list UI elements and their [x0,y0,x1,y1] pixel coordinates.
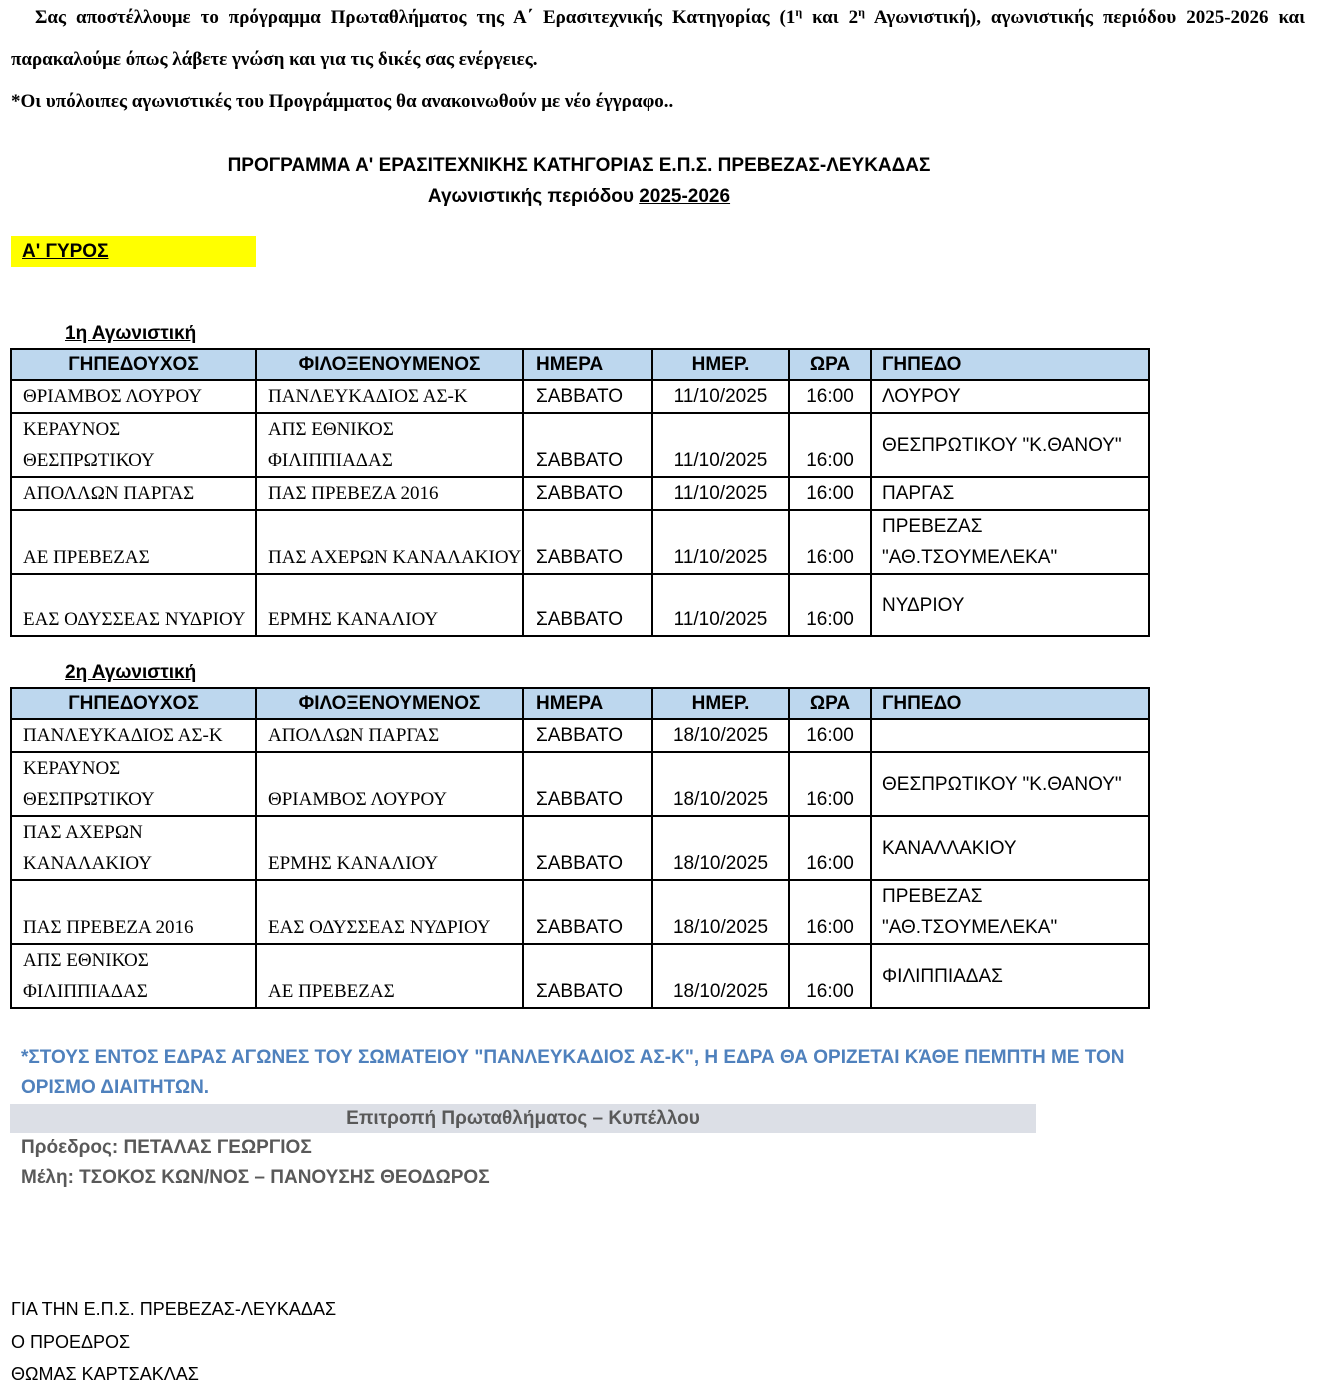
venue: ΝΥΔΡΙΟΥ [871,574,1149,636]
match-time: 16:00 [789,880,871,944]
home-team: ΘΡΙΑΜΒΟΣ ΛΟΥΡΟΥ [11,380,256,413]
home-team: ΑΠΣ ΕΘΝΙΚΟΣ ΦΙΛΙΠΠΙΑΔΑΣ [11,944,256,1008]
venue: ΠΑΡΓΑΣ [871,477,1149,510]
venue: ΘΕΣΠΡΩΤΙΚΟΥ "Κ.ΘΑΝΟΥ" [871,413,1149,477]
home-team: ΕΑΣ ΟΔΥΣΣΕΑΣ ΝΥΔΡΙΟΥ [11,574,256,636]
venue: ΛΟΥΡΟΥ [871,380,1149,413]
table-row [11,944,1149,1008]
match-day: ΣΑΒΒΑΤΟ [523,752,652,816]
column-header-day: ΗΜΕΡΑ [523,349,652,380]
home-team: ΑΠΟΛΛΩΝ ΠΑΡΓΑΣ [11,477,256,510]
column-header-time: ΩΡΑ [789,688,871,719]
table-row [11,880,1149,944]
match-time: 16:00 [789,944,871,1008]
match-time: 16:00 [789,574,871,636]
venue: ΦΙΛΙΠΠΙΑΔΑΣ [871,944,1149,1008]
column-header-away: ΦΙΛΟΞΕΝΟΥΜΕΝΟΣ [256,688,523,719]
match-date: 18/10/2025 [652,944,789,1008]
venue: ΠΡΕΒΕΖΑΣ "ΑΘ.ΤΣΟΥΜΕΛΕΚΑ" [871,510,1149,574]
intro-text [11,0,1305,123]
venue [871,719,1149,752]
schedule-table-matchday-2 [10,687,1150,1009]
match-time: 16:00 [789,413,871,477]
match-date: 11/10/2025 [652,380,789,413]
away-team: ΘΡΙΑΜΒΟΣ ΛΟΥΡΟΥ [256,752,523,816]
committee-title: Επιτροπή Πρωταθλήματος – Κυπέλλου [10,1104,1036,1133]
away-team: ΑΠΟΛΛΩΝ ΠΑΡΓΑΣ [256,719,523,752]
table-header-row [11,349,1149,380]
signature-name: ΘΩΜΑΣ ΚΑΡΤΣΑΚΛΑΣ [11,1364,199,1384]
home-team: ΚΕΡΑΥΝΟΣ ΘΕΣΠΡΩΤΙΚΟΥ [11,752,256,816]
superscript: η [795,5,803,19]
intro-paragraph [11,0,1305,81]
venue: ΚΑΝΑΛΛΑΚΙΟΥ [871,816,1149,880]
away-team: ΕΡΜΗΣ ΚΑΝΑΛΙΟΥ [256,574,523,636]
match-time: 16:00 [789,510,871,574]
home-team: ΑΕ ΠΡΕΒΕΖΑΣ [11,510,256,574]
table-row [11,752,1149,816]
signature-role: Ο ΠΡΟΕΔΡΟΣ [11,1332,131,1352]
column-header-date: ΗΜΕΡ. [652,349,789,380]
match-day: ΣΑΒΒΑΤΟ [523,413,652,477]
round-label [11,236,256,267]
column-header-away: ΦΙΛΟΞΕΝΟΥΜΕΝΟΣ [256,349,523,380]
match-date: 18/10/2025 [652,880,789,944]
matchday-label: 2η Αγωνιστική [65,662,197,683]
match-time: 16:00 [789,719,871,752]
venue: ΠΡΕΒΕΖΑΣ "ΑΘ.ΤΣΟΥΜΕΛΕΚΑ" [871,880,1149,944]
column-header-venue: ΓΗΠΕΔΟ [871,688,1149,719]
intro-text-part: Αγωνιστική), αγωνιστικής περιόδου 2025-2026 και παρακαλούμε όπως λάβετε γνώση και για τις δικές σας ενέργειες. [11,7,1305,70]
match-day: ΣΑΒΒΑΤΟ [523,380,652,413]
away-team: ΑΠΣ ΕΘΝΙΚΟΣ ΦΙΛΙΠΠΙΑΔΑΣ [256,413,523,477]
season-value: 2025-2026 [639,186,731,207]
match-date: 18/10/2025 [652,719,789,752]
match-day: ΣΑΒΒΑΤΟ [523,880,652,944]
table-row [11,413,1149,477]
intro-text-part: και 2 [802,7,859,28]
away-team: ΠΑΣ ΑΧΕΡΩΝ ΚΑΝΑΛΑΚΙΟΥ [256,510,523,574]
column-header-date: ΗΜΕΡ. [652,688,789,719]
away-team: ΠΑΣ ΠΡΕΒΕΖΑ 2016 [256,477,523,510]
home-team: ΠΑΝΛΕΥΚΑΔΙΟΣ ΑΣ-Κ [11,719,256,752]
away-team: ΠΑΝΛΕΥΚΑΔΙΟΣ ΑΣ-Κ [256,380,523,413]
committee-president: Πρόεδρος: ΠΕΤΑΛΑΣ ΓΕΩΡΓΙΟΣ [21,1137,312,1158]
intro-note: *Οι υπόλοιπες αγωνιστικές του Προγράμματος θα ανακοινωθούν με νέο έγγραφο.. [11,91,674,112]
match-date: 11/10/2025 [652,574,789,636]
round-label-text: Α' ΓΥΡΟΣ [22,241,109,262]
table-header-row [11,688,1149,719]
table-row [11,380,1149,413]
table-row [11,510,1149,574]
match-day: ΣΑΒΒΑΤΟ [523,510,652,574]
superscript: η [858,5,865,19]
home-team: ΠΑΣ ΠΡΕΒΕΖΑ 2016 [11,880,256,944]
signature-organization: ΓΙΑ ΤΗΝ Ε.Π.Σ. ΠΡΕΒΕΖΑΣ-ΛΕΥΚΑΔΑΣ [11,1299,337,1319]
venue: ΘΕΣΠΡΩΤΙΚΟΥ "Κ.ΘΑΝΟΥ" [871,752,1149,816]
table-row [11,719,1149,752]
match-day: ΣΑΒΒΑΤΟ [523,574,652,636]
column-header-day: ΗΜΕΡΑ [523,688,652,719]
document-title [11,150,1147,212]
match-day: ΣΑΒΒΑΤΟ [523,944,652,1008]
title-line: ΠΡΟΓΡΑΜΜΑ Α' ΕΡΑΣΙΤΕΧΝΙΚΗΣ ΚΑΤΗΓΟΡΙΑΣ Ε.Π.Σ. ΠΡΕΒΕΖΑΣ-ΛΕΥΚΑΔΑΣ [227,155,931,176]
matchday-label: 1η Αγωνιστική [65,323,197,344]
match-time: 16:00 [789,816,871,880]
column-header-home: ΓΗΠΕΔΟΥΧΟΣ [11,349,256,380]
column-header-venue: ΓΗΠΕΔΟ [871,349,1149,380]
table-row [11,574,1149,636]
table-row [11,477,1149,510]
match-date: 11/10/2025 [652,413,789,477]
home-team: ΠΑΣ ΑΧΕΡΩΝ ΚΑΝΑΛΑΚΙΟΥ [11,816,256,880]
match-time: 16:00 [789,380,871,413]
column-header-time: ΩΡΑ [789,349,871,380]
match-time: 16:00 [789,477,871,510]
season-line [11,181,1147,212]
intro-text-part: Σας αποστέλλουμε το πρόγραμμα Πρωταθλήματος της Α΄ Ερασιτεχνικής Κατηγορίας (1 [35,7,796,28]
column-header-home: ΓΗΠΕΔΟΥΧΟΣ [11,688,256,719]
season-prefix: Αγωνιστικής περιόδου [427,186,640,207]
match-date: 11/10/2025 [652,477,789,510]
away-team: ΕΡΜΗΣ ΚΑΝΑΛΙΟΥ [256,816,523,880]
match-day: ΣΑΒΒΑΤΟ [523,719,652,752]
home-team: ΚΕΡΑΥΝΟΣ ΘΕΣΠΡΩΤΙΚΟΥ [11,413,256,477]
match-time: 16:00 [789,752,871,816]
match-date: 18/10/2025 [652,752,789,816]
schedule-table-matchday-1 [10,348,1150,637]
home-venue-note: *ΣΤΟΥΣ ΕΝΤΟΣ ΕΔΡΑΣ ΑΓΩΝΕΣ ΤΟΥ ΣΩΜΑΤΕΙΟΥ "ΠΑΝΛΕΥΚΑΔΙΟΣ ΑΣ-Κ", Η ΕΔΡΑ ΘΑ ΟΡΙΖΕΤΑΙ ΚΆΘΕ ΠΕΜΠΤΗ ΜΕ ΤΟΝ ΟΡΙΣΜΟ ΔΙΑΙΤΗΤΩΝ. [21,1047,1125,1098]
away-team: ΕΑΣ ΟΔΥΣΣΕΑΣ ΝΥΔΡΙΟΥ [256,880,523,944]
match-date: 18/10/2025 [652,816,789,880]
match-day: ΣΑΒΒΑΤΟ [523,477,652,510]
match-date: 11/10/2025 [652,510,789,574]
table-row [11,816,1149,880]
match-day: ΣΑΒΒΑΤΟ [523,816,652,880]
committee-members: Μέλη: ΤΣΟΚΟΣ ΚΩΝ/ΝΟΣ – ΠΑΝΟΥΣΗΣ ΘΕΟΔΩΡΟΣ [21,1167,490,1188]
away-team: ΑΕ ΠΡΕΒΕΖΑΣ [256,944,523,1008]
